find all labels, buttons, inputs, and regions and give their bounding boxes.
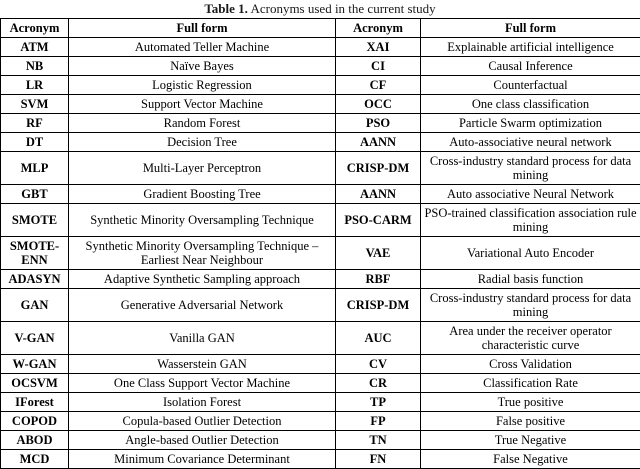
fullform-cell: Cross-industry standard process for data mining: [421, 289, 640, 322]
fullform-cell: False Negative: [421, 450, 640, 469]
header-acronym-left: Acronym: [1, 19, 69, 38]
fullform-cell: Random Forest: [69, 114, 336, 133]
fullform-cell: Auto associative Neural Network: [421, 185, 640, 204]
fullform-cell: Classification Rate: [421, 374, 640, 393]
table-row: [1, 322, 640, 355]
header-fullform-right: Full form: [421, 19, 640, 38]
acronyms-table: [0, 18, 640, 469]
acronym-cell: GAN: [1, 289, 69, 322]
fullform-cell: Synthetic Minority Oversampling Technique: [69, 204, 336, 237]
acronym-cell: CV: [336, 355, 421, 374]
acronym-cell: MCD: [1, 450, 69, 469]
table-caption-text: Acronyms used in the current study: [247, 1, 436, 16]
fullform-cell: Gradient Boosting Tree: [69, 185, 336, 204]
table-row: [1, 412, 640, 431]
acronym-cell: TP: [336, 393, 421, 412]
fullform-cell: Wasserstein GAN: [69, 355, 336, 374]
fullform-cell: True Negative: [421, 431, 640, 450]
acronym-cell: IForest: [1, 393, 69, 412]
table-row: [1, 237, 640, 270]
fullform-cell: False positive: [421, 412, 640, 431]
acronym-cell: RF: [1, 114, 69, 133]
fullform-cell: Multi-Layer Perceptron: [69, 152, 336, 185]
acronym-cell: AUC: [336, 322, 421, 355]
fullform-cell: Angle-based Outlier Detection: [69, 431, 336, 450]
fullform-cell: Automated Teller Machine: [69, 38, 336, 57]
table-row: [1, 204, 640, 237]
acronym-cell: COPOD: [1, 412, 69, 431]
fullform-cell: Decision Tree: [69, 133, 336, 152]
fullform-cell: Vanilla GAN: [69, 322, 336, 355]
fullform-cell: Support Vector Machine: [69, 95, 336, 114]
acronym-cell: AANN: [336, 133, 421, 152]
acronym-cell: FP: [336, 412, 421, 431]
table-row: [1, 185, 640, 204]
acronym-cell: OCSVM: [1, 374, 69, 393]
table-row: [1, 133, 640, 152]
acronym-cell: VAE: [336, 237, 421, 270]
table-row: [1, 38, 640, 57]
fullform-cell: Causal Inference: [421, 57, 640, 76]
acronym-cell: SMOTE: [1, 204, 69, 237]
acronym-cell: CR: [336, 374, 421, 393]
acronym-cell: TN: [336, 431, 421, 450]
table-row: [1, 355, 640, 374]
fullform-cell: Adaptive Synthetic Sampling approach: [69, 270, 336, 289]
acronym-cell: SVM: [1, 95, 69, 114]
fullform-cell: PSO-trained classification association rule mining: [421, 204, 640, 237]
acronym-cell: ABOD: [1, 431, 69, 450]
acronym-cell: CRISP-DM: [336, 152, 421, 185]
table-caption: [0, 0, 640, 18]
acronym-cell: ADASYN: [1, 270, 69, 289]
acronym-cell: NB: [1, 57, 69, 76]
table-caption-label: Table 1.: [204, 1, 248, 16]
header-fullform-left: Full form: [69, 19, 336, 38]
acronym-cell: SMOTE-ENN: [1, 237, 69, 270]
acronym-cell: AANN: [336, 185, 421, 204]
fullform-cell: Counterfactual: [421, 76, 640, 95]
header-acronym-right: Acronym: [336, 19, 421, 38]
fullform-cell: Logistic Regression: [69, 76, 336, 95]
fullform-cell: True positive: [421, 393, 640, 412]
fullform-cell: Explainable artificial intelligence: [421, 38, 640, 57]
acronym-cell: GBT: [1, 185, 69, 204]
table-row: [1, 57, 640, 76]
acronym-cell: FN: [336, 450, 421, 469]
fullform-cell: Naïve Bayes: [69, 57, 336, 76]
acronym-cell: CF: [336, 76, 421, 95]
table-row: [1, 114, 640, 133]
acronym-cell: XAI: [336, 38, 421, 57]
fullform-cell: Particle Swarm optimization: [421, 114, 640, 133]
acronym-cell: PSO-CARM: [336, 204, 421, 237]
acronym-cell: OCC: [336, 95, 421, 114]
fullform-cell: One Class Support Vector Machine: [69, 374, 336, 393]
fullform-cell: Auto-associative neural network: [421, 133, 640, 152]
fullform-cell: Radial basis function: [421, 270, 640, 289]
acronym-cell: CI: [336, 57, 421, 76]
table-row: [1, 270, 640, 289]
table-row: [1, 289, 640, 322]
table-row: [1, 152, 640, 185]
table-header-row: [1, 19, 640, 38]
fullform-cell: Area under the receiver operator characteristic curve: [421, 322, 640, 355]
fullform-cell: One class classification: [421, 95, 640, 114]
fullform-cell: Cross-industry standard process for data mining: [421, 152, 640, 185]
fullform-cell: Minimum Covariance Determinant: [69, 450, 336, 469]
table-row: [1, 431, 640, 450]
fullform-cell: Variational Auto Encoder: [421, 237, 640, 270]
table-row: [1, 450, 640, 469]
acronym-cell: CRISP-DM: [336, 289, 421, 322]
fullform-cell: Isolation Forest: [69, 393, 336, 412]
acronym-cell: V-GAN: [1, 322, 69, 355]
table-row: [1, 374, 640, 393]
acronym-cell: LR: [1, 76, 69, 95]
acronym-cell: W-GAN: [1, 355, 69, 374]
table-row: [1, 95, 640, 114]
acronym-cell: RBF: [336, 270, 421, 289]
acronym-cell: DT: [1, 133, 69, 152]
fullform-cell: Generative Adversarial Network: [69, 289, 336, 322]
fullform-cell: Synthetic Minority Oversampling Technique – Earliest Near Neighbour: [69, 237, 336, 270]
fullform-cell: Cross Validation: [421, 355, 640, 374]
acronym-cell: PSO: [336, 114, 421, 133]
table-body: [1, 38, 640, 469]
acronym-cell: MLP: [1, 152, 69, 185]
table-row: [1, 393, 640, 412]
fullform-cell: Copula-based Outlier Detection: [69, 412, 336, 431]
acronym-cell: ATM: [1, 38, 69, 57]
table-row: [1, 76, 640, 95]
